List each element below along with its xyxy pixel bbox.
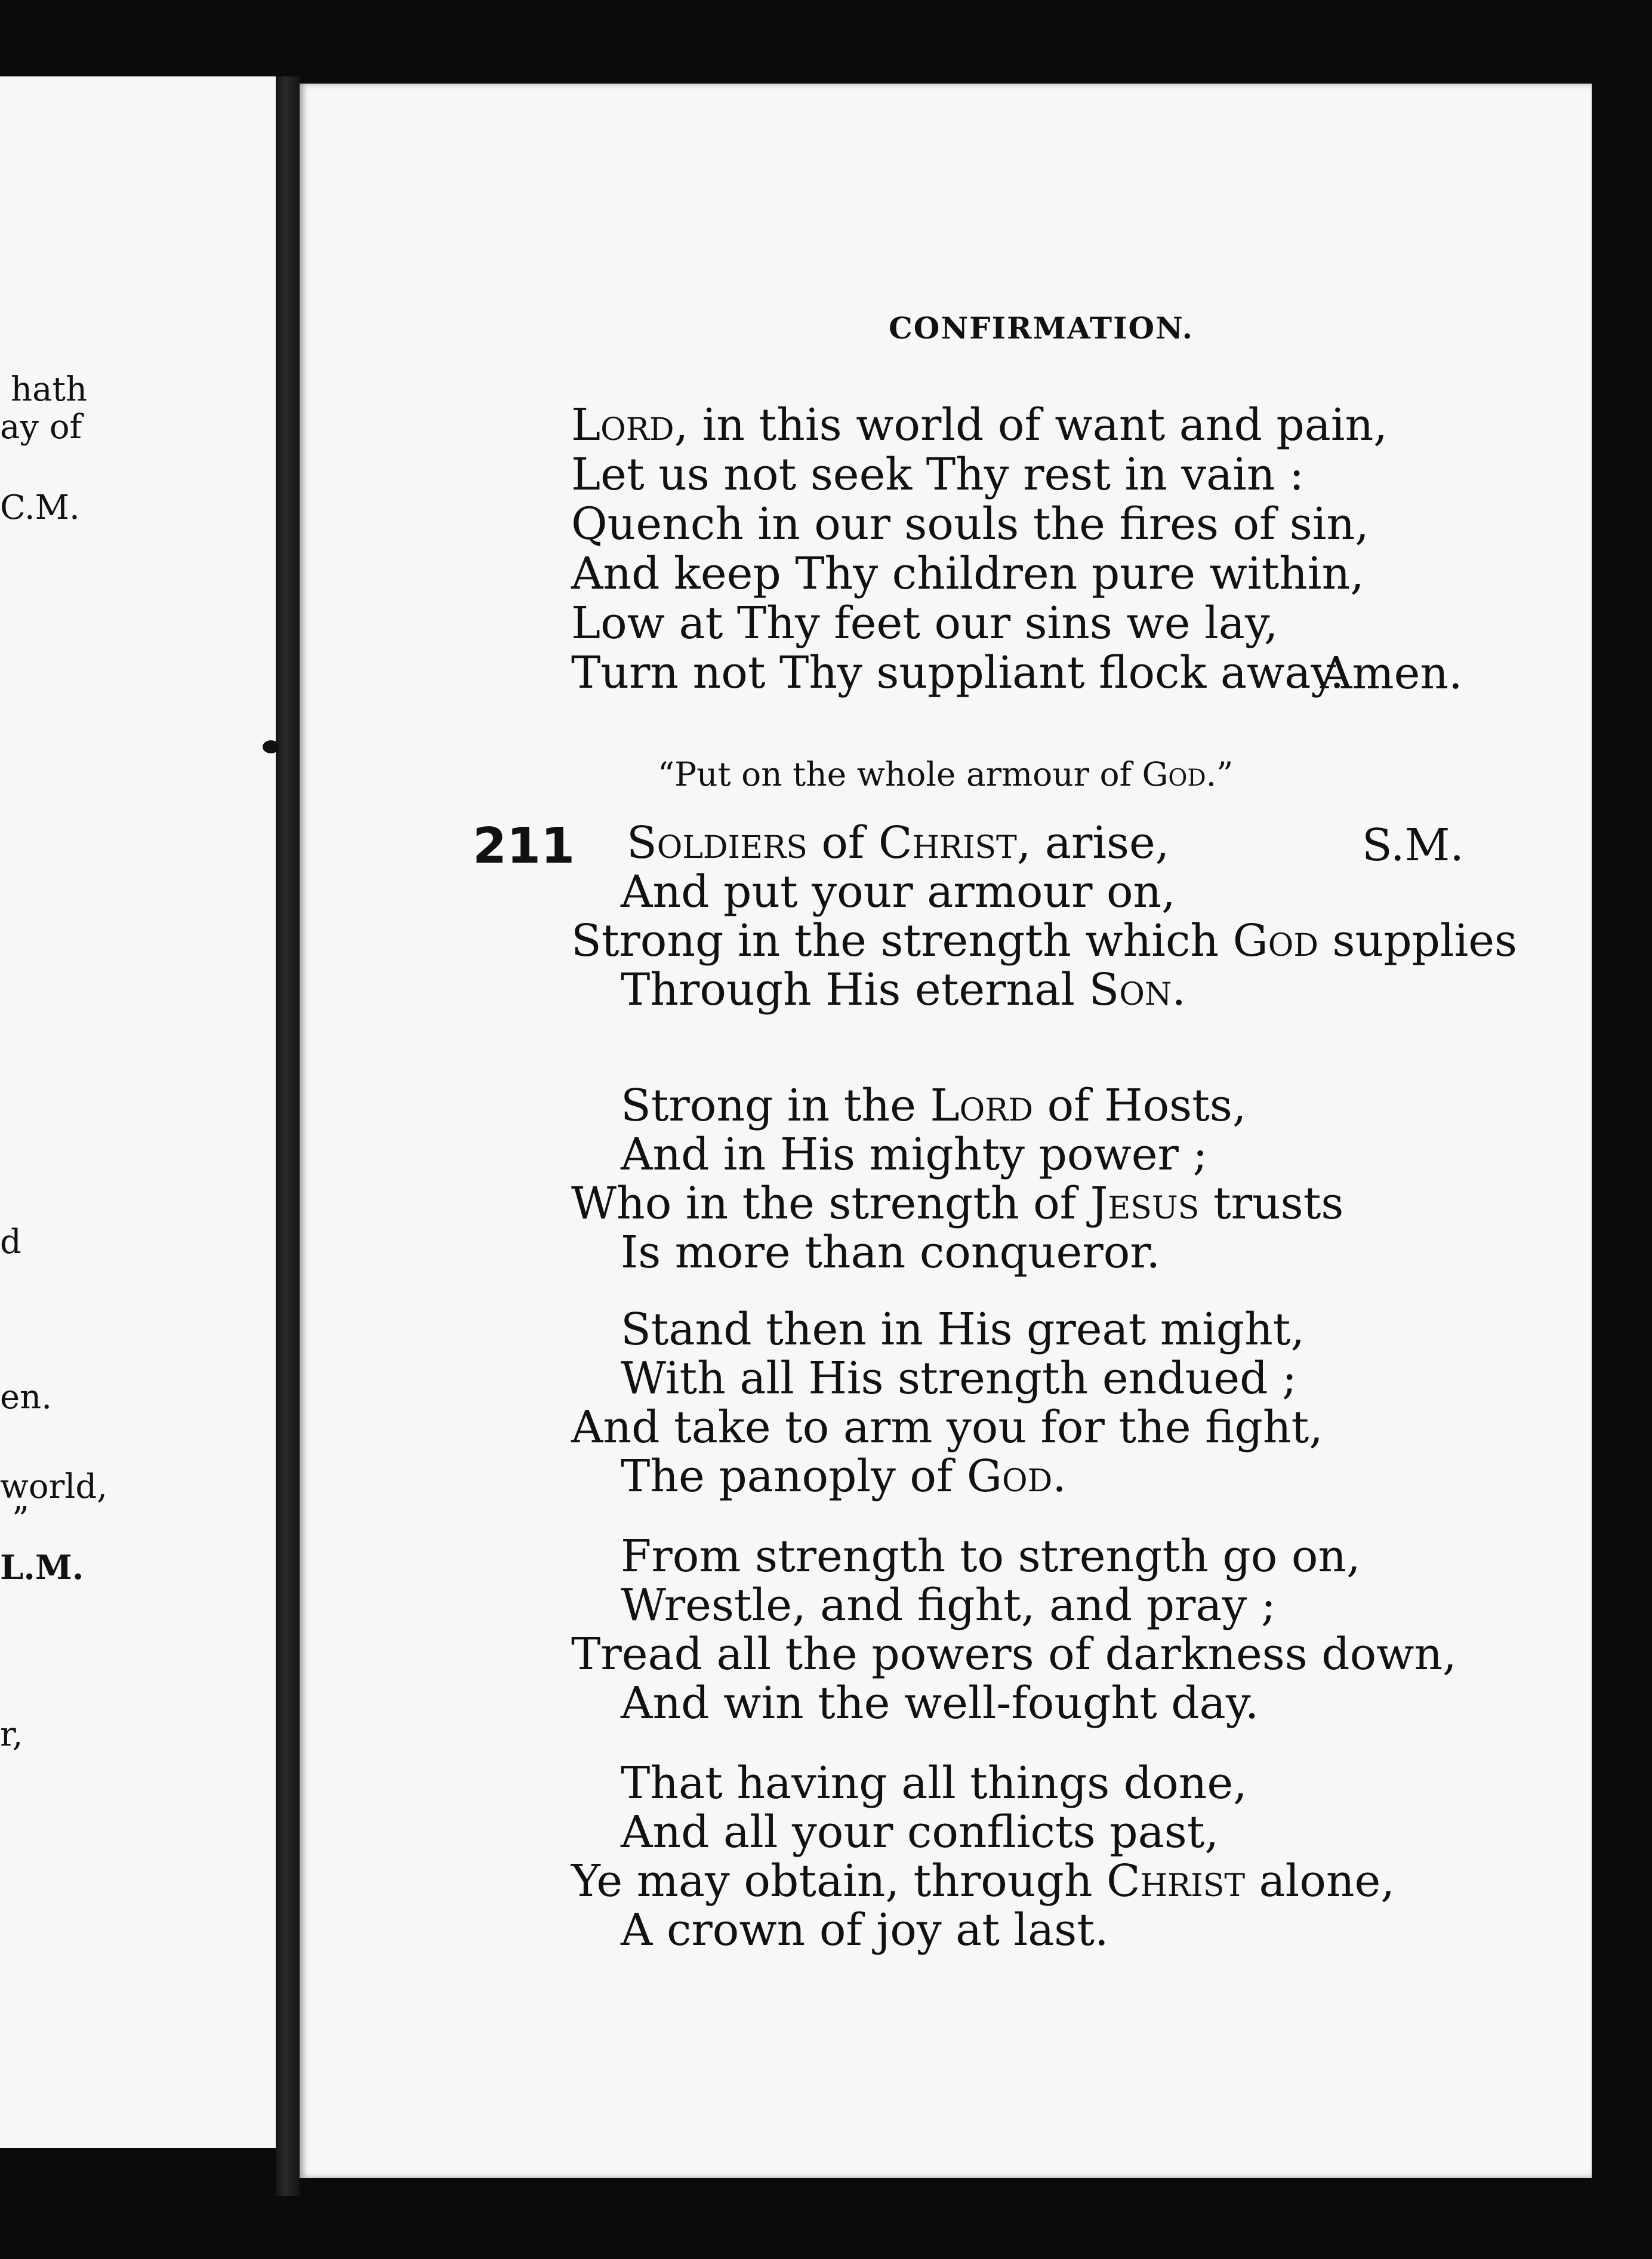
verse-text: And take to arm you for the fight,: [571, 1402, 1323, 1453]
verse-text: trusts: [1199, 1178, 1344, 1229]
left-fragment: r,: [0, 1715, 23, 1754]
left-fragment: hath: [11, 370, 88, 409]
verse-text: Stand then in His great might,: [621, 1304, 1305, 1355]
verse-text: Strong in the: [621, 1080, 930, 1131]
verse-text: The panoply of: [621, 1451, 967, 1502]
verse-text: That having all things done,: [621, 1758, 1247, 1809]
verse-line: Turn not Thy suppliant flock away.: [571, 647, 1344, 698]
verse-line: Let us not seek Thy rest in vain :: [571, 449, 1305, 500]
verse-line: [621, 1080, 1247, 1131]
left-fragment: L.M.: [0, 1548, 84, 1587]
binding-mark: [263, 740, 279, 753]
left-fragment: world,: [0, 1467, 107, 1506]
epigraph-text: .”: [1206, 755, 1234, 793]
verse-line: [571, 1629, 1457, 1680]
book-page: [300, 84, 1592, 2178]
verse-text: Who in the strength of: [571, 1178, 1090, 1229]
verse-line: Quench in our souls the fires of sin,: [571, 498, 1369, 550]
verse-line: [571, 915, 1518, 967]
small-caps-word: Christ: [1107, 1855, 1246, 1907]
verse-text: .: [1172, 964, 1186, 1015]
small-caps-word: God: [1142, 755, 1206, 793]
page-header: CONFIRMATION.: [889, 310, 1194, 346]
verse-line: [621, 964, 1186, 1015]
facing-page-fragment: [0, 76, 279, 2148]
verse-text: And all your conflicts past,: [621, 1806, 1219, 1858]
verse-text: Strong in the strength which: [571, 915, 1233, 967]
verse-line: [621, 1678, 1259, 1729]
verse-text: And in His mighty power ;: [621, 1129, 1208, 1180]
verse-line: [621, 1531, 1361, 1582]
verse-text: , arise,: [1016, 817, 1170, 869]
left-fragment: d: [0, 1223, 21, 1261]
verse-line: [571, 1402, 1323, 1453]
verse-line: [621, 1580, 1276, 1631]
verse-text: .: [1052, 1451, 1067, 1502]
verse-line: [627, 817, 1170, 869]
verse-text: With all His strength endued ;: [621, 1353, 1297, 1404]
verse-text: Ye may obtain, through: [571, 1855, 1107, 1907]
verse-line: [571, 1178, 1344, 1229]
hymn-number: 211: [473, 818, 575, 875]
verse-text: And put your armour on,: [621, 866, 1176, 918]
book-gutter: [276, 76, 300, 2196]
verse-text: Through His eternal: [621, 964, 1089, 1015]
verse-line: And keep Thy children pure within,: [571, 548, 1364, 599]
small-caps-word: Christ: [878, 817, 1017, 869]
small-caps-word: Soldiers: [627, 817, 807, 869]
verse-line: [621, 1353, 1297, 1404]
verse-line: [621, 1451, 1067, 1502]
verse-text: Tread all the powers of darkness down,: [571, 1629, 1457, 1680]
left-fragment: ay of: [0, 408, 82, 447]
verse-text: Wrestle, and fight, and pray ;: [621, 1580, 1276, 1631]
verse-line: [621, 1304, 1305, 1355]
verse-line: [571, 1855, 1395, 1907]
epigraph-text: “Put on the whole armour of: [658, 755, 1142, 793]
left-fragment: C.M.: [0, 488, 80, 527]
hymn-meter: S.M.: [1362, 820, 1464, 871]
verse-line: Low at Thy feet our sins we lay,: [571, 598, 1278, 649]
left-fragment: en.: [0, 1378, 53, 1417]
verse-line: [621, 1758, 1247, 1809]
verse-line: [621, 1806, 1219, 1858]
verse-line: [621, 866, 1176, 918]
small-caps-word: Lord: [571, 399, 674, 451]
verse-text: of Hosts,: [1033, 1080, 1247, 1131]
verse-text: And win the well-fought day.: [621, 1678, 1259, 1729]
verse-text: of: [807, 817, 879, 869]
verse-line: [621, 1227, 1161, 1278]
verse-text: A crown of joy at last.: [621, 1904, 1109, 1956]
small-caps-word: God: [966, 1451, 1053, 1502]
left-fragment: ”: [12, 1500, 29, 1539]
small-caps-word: God: [1232, 915, 1319, 967]
verse-line: [621, 1129, 1208, 1180]
verse-text: supplies: [1318, 915, 1518, 967]
verse-line: [571, 399, 1388, 451]
verse-text: alone,: [1245, 1855, 1395, 1907]
verse-text: , in this world of want and pain,: [674, 399, 1388, 451]
small-caps-word: Lord: [930, 1080, 1034, 1131]
verse-line: [621, 1904, 1109, 1956]
amen: Amen.: [1320, 648, 1463, 699]
verse-text: From strength to strength go on,: [621, 1531, 1361, 1582]
small-caps-word: Jesus: [1090, 1178, 1200, 1229]
verse-text: Is more than conqueror.: [621, 1227, 1161, 1278]
hymn-epigraph: [658, 755, 1233, 793]
small-caps-word: Son: [1089, 964, 1172, 1015]
